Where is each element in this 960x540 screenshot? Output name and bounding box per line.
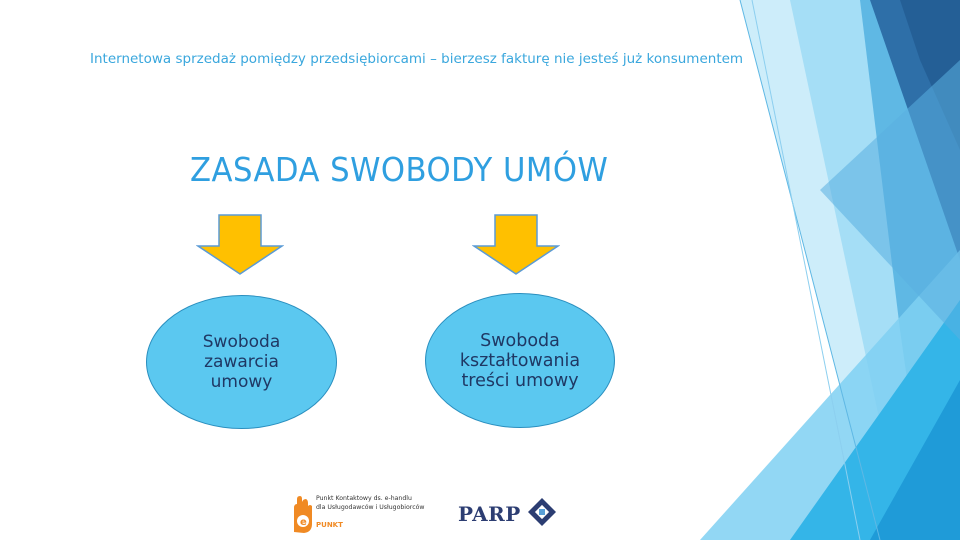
ellipse-label: Swoboda kształtowania treści umowy [459, 330, 581, 391]
parp-emblem-icon [528, 498, 556, 530]
down-arrow-icon [472, 213, 560, 276]
hand-e-icon [290, 494, 314, 534]
epunkt-line2: dla Usługodawców i Usługobiorców [316, 504, 425, 511]
parp-wordmark: PARP [458, 502, 521, 526]
epunkt-line1: Punkt Kontaktowy ds. e-handlu [316, 495, 412, 502]
concept-ellipse-contract-content [425, 293, 615, 428]
ellipse-label: Swoboda zawarcia umowy [202, 332, 281, 392]
down-arrow-icon [196, 213, 284, 276]
svg-text:e: e [300, 517, 307, 528]
concept-ellipse-contract-conclusion [146, 295, 337, 429]
epunkt-logo [290, 494, 425, 538]
slide-subtitle: Internetowa sprzedaż pomiędzy przedsiębiorcami – bierzesz fakturę nie jesteś już konsumentem [90, 51, 744, 67]
epunkt-punkt: PUNKT [316, 521, 343, 529]
slide-title: ZASADA SWOBODY UMÓW [190, 150, 609, 189]
